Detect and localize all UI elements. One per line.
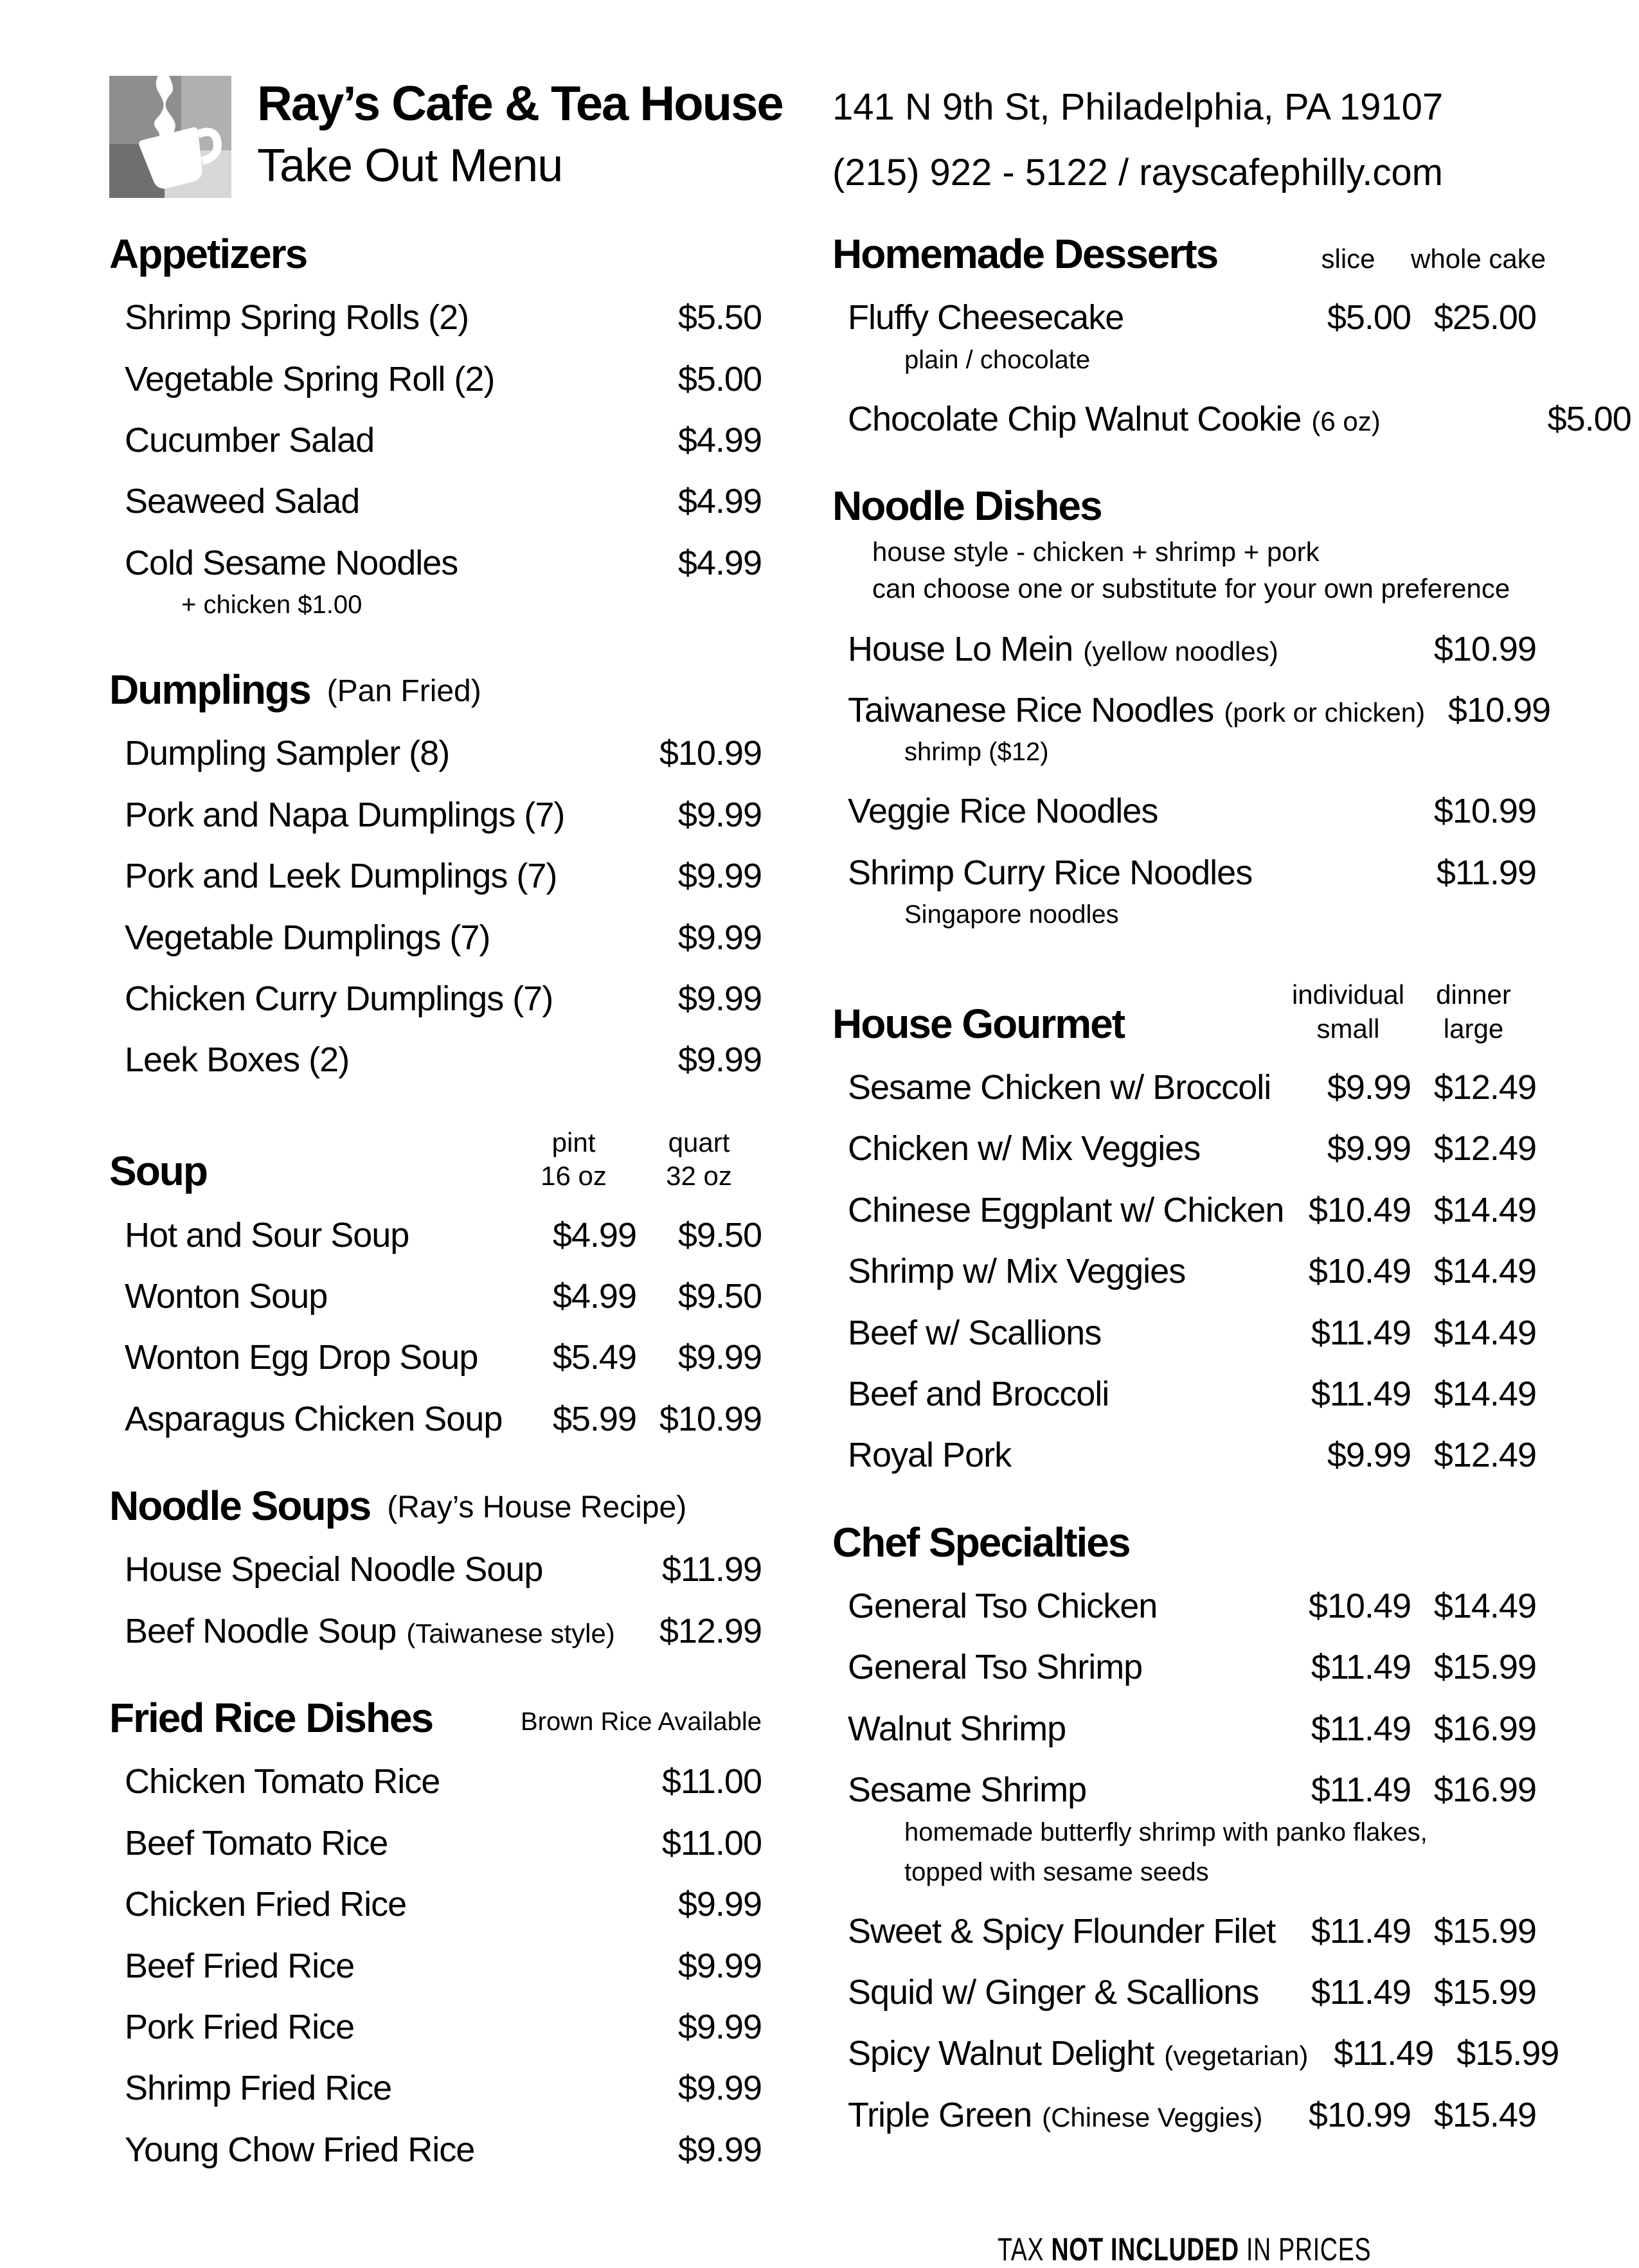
menu-item-price: $15.99 xyxy=(1433,1911,1536,1951)
menu-item-name-text: Cold Sesame Noodles xyxy=(125,543,458,582)
menu-item-name-text: House Special Noodle Soup xyxy=(125,1550,543,1589)
menu-item-price: $10.99 xyxy=(659,734,762,773)
menu-item-name-text: Beef and Broccoli xyxy=(848,1375,1109,1414)
price-column-header xyxy=(1285,242,1411,276)
menu-item-price: $11.49 xyxy=(1311,1771,1411,1810)
menu-item-inline-note: (6 oz) xyxy=(1311,406,1381,436)
menu-item-row xyxy=(109,1400,762,1438)
menu-item-name xyxy=(848,1710,1285,1748)
menu-item-row xyxy=(832,792,1536,830)
menu-item-row xyxy=(832,1913,1536,1951)
menu-item-row xyxy=(832,299,1536,337)
menu-item-name-text: Beef Tomato Rice xyxy=(125,1823,388,1862)
menu-item-name xyxy=(125,796,636,834)
menu-item-name xyxy=(848,1436,1285,1474)
menu-item-name-text: Chocolate Chip Walnut Cookie xyxy=(848,399,1302,438)
menu-item-price: $14.49 xyxy=(1433,1587,1536,1626)
menu-item-name-text: Beef Noodle Soup xyxy=(125,1611,397,1650)
menu-item-row xyxy=(109,2131,762,2169)
menu-item-price: $9.99 xyxy=(677,1040,762,1080)
menu-item-name xyxy=(848,630,1411,668)
menu-item-price: $4.99 xyxy=(677,543,762,582)
menu-item-price: $9.99 xyxy=(1327,1436,1411,1475)
menu-item-name xyxy=(848,1587,1285,1625)
phone-and-website: (215) 922 - 5122 / rayscafephilly.com xyxy=(832,152,1443,193)
tax-note-text xyxy=(998,2231,1371,2268)
menu-item-price: $11.99 xyxy=(1436,853,1536,892)
section-title: Soup xyxy=(109,1148,207,1195)
menu-item-name-text: Hot and Sour Soup xyxy=(125,1215,409,1255)
menu-item-price: $11.00 xyxy=(661,1823,762,1862)
menu-item-row xyxy=(109,796,762,834)
menu-item-inline-note: (yellow noodles) xyxy=(1083,636,1278,666)
menu-item-name-text: Shrimp w/ Mix Veggies xyxy=(848,1252,1186,1291)
menu-item-price: $9.99 xyxy=(1327,1129,1411,1168)
menu-item-name-text: Sesame Shrimp xyxy=(848,1771,1087,1810)
menu-item-price: $14.49 xyxy=(1433,1190,1536,1229)
section-title-row xyxy=(109,233,762,276)
menu-item-name-text: Squid w/ Ginger & Scallions xyxy=(848,1972,1259,2012)
menu-item-name-text: Leek Boxes (2) xyxy=(125,1040,350,1080)
menu-item-name-text: Young Chow Fried Rice xyxy=(125,2130,475,2169)
menu-item-sub-note: topped with sesame seeds xyxy=(904,1857,1209,1886)
menu-item-name-text: Shrimp Spring Rolls (2) xyxy=(125,298,469,337)
menu-item-price: $12.49 xyxy=(1433,1068,1536,1107)
menu-item-price: $4.99 xyxy=(677,420,762,460)
section-chef-specialties xyxy=(832,1519,1559,2134)
section-title-row xyxy=(109,1697,762,1740)
menu-item-name xyxy=(848,1069,1285,1107)
menu-item-row xyxy=(832,1069,1536,1107)
menu-item-name xyxy=(848,1648,1285,1686)
menu-item-row xyxy=(109,1825,762,1862)
menu-item-price: $10.99 xyxy=(1308,2095,1411,2134)
menu-item-name xyxy=(125,919,636,957)
menu-item-name xyxy=(848,1375,1285,1413)
menu-item-name-text: Walnut Shrimp xyxy=(848,1709,1066,1748)
menu-item-name-text: Taiwanese Rice Noodles xyxy=(848,690,1214,729)
menu-item-price: $11.49 xyxy=(1311,1911,1411,1951)
menu-item-row xyxy=(109,1947,762,1985)
menu-item-price: $16.99 xyxy=(1433,1771,1536,1810)
menu-item-row xyxy=(109,1886,762,1924)
price-column-header-line: 16 oz xyxy=(541,1161,607,1192)
menu-item-price: $9.99 xyxy=(677,2007,762,2046)
menu-item-price: $4.99 xyxy=(552,1277,636,1316)
menu-item-price: $11.00 xyxy=(661,1762,762,1801)
menu-item-row xyxy=(109,1217,762,1255)
menu-item-name-text: Veggie Rice Noodles xyxy=(848,792,1158,831)
menu-item-price: $11.49 xyxy=(1311,1648,1411,1687)
menu-item-name xyxy=(125,544,636,582)
section-appetizers xyxy=(109,233,762,622)
menu-item-row xyxy=(109,1041,762,1079)
menu-subtitle: Take Out Menu xyxy=(257,140,563,192)
price-column-header xyxy=(1411,978,1536,1046)
menu-item-name xyxy=(848,1130,1285,1168)
menu-item-inline-note: (Taiwanese style) xyxy=(406,1618,615,1648)
menu-item-name-text: Chicken Tomato Rice xyxy=(125,1762,440,1801)
menu-item-inline-note: (pork or chicken) xyxy=(1224,697,1426,728)
menu-item-price: $5.49 xyxy=(552,1338,636,1377)
menu-item-row xyxy=(109,1612,762,1650)
section-note-line: can choose one or substitute for your own preference xyxy=(872,573,1510,603)
menu-item-name xyxy=(848,299,1285,337)
section-title-row xyxy=(109,1485,762,1528)
menu-item-price: $16.99 xyxy=(1433,1709,1536,1748)
menu-item-name xyxy=(848,2096,1285,2134)
menu-item-name-text: Beef Fried Rice xyxy=(125,1946,355,1985)
menu-item-name-text: Chicken Fried Rice xyxy=(125,1885,407,1924)
menu-item-price: $12.49 xyxy=(1433,1436,1536,1475)
menu-item-row xyxy=(109,919,762,957)
menu-item-name xyxy=(848,1913,1285,1951)
brand-text-block xyxy=(257,76,783,192)
price-column-header-line: dinner xyxy=(1436,979,1511,1010)
menu-item-price: $9.99 xyxy=(677,1885,762,1924)
menu-item-row xyxy=(109,980,762,1018)
menu-item-name xyxy=(125,1041,636,1079)
section-title: Noodle Soups xyxy=(109,1483,371,1530)
price-column-header-line: large xyxy=(1443,1013,1504,1044)
section-house-gourmet xyxy=(832,978,1536,1475)
menu-item-sub-note: homemade butterfly shrimp with panko flakes, xyxy=(904,1817,1428,1846)
menu-item-row xyxy=(832,1253,1536,1290)
menu-item-price: $5.50 xyxy=(677,298,762,337)
menu-item-price: $15.99 xyxy=(1433,1972,1536,2012)
menu-item-name-text: House Lo Mein xyxy=(848,629,1073,668)
menu-item-name xyxy=(848,1253,1285,1290)
menu-item-name xyxy=(848,1192,1285,1229)
section-noodle-soups xyxy=(109,1485,762,1650)
menu-item-name-text: Cucumber Salad xyxy=(125,420,375,460)
menu-item-price: $11.49 xyxy=(1311,1972,1411,2012)
menu-item-row xyxy=(832,630,1536,668)
menu-item-price: $11.99 xyxy=(661,1550,762,1589)
menu-item-sub-note: Singapore noodles xyxy=(904,900,1119,929)
menu-item-price: $10.99 xyxy=(1433,792,1536,831)
menu-item-row xyxy=(832,1130,1536,1168)
price-column-header-line: quart xyxy=(668,1127,730,1157)
menu-item-row xyxy=(832,1314,1536,1352)
menu-item-name-text: Chinese Eggplant w/ Chicken xyxy=(848,1190,1284,1229)
menu-item-row xyxy=(832,1771,1536,1809)
menu-item-name-text: Sesame Chicken w/ Broccoli xyxy=(848,1068,1271,1107)
menu-item-row xyxy=(109,483,762,521)
menu-item-row xyxy=(832,854,1536,892)
section-title: Chef Specialties xyxy=(832,1519,1130,1566)
menu-item-row xyxy=(109,1339,762,1377)
menu-item-row xyxy=(109,361,762,398)
section-noodle-dishes xyxy=(832,482,1551,932)
menu-item-name-text: Chicken w/ Mix Veggies xyxy=(848,1129,1201,1168)
menu-item-name xyxy=(125,2069,636,2107)
price-column-header xyxy=(1411,242,1546,276)
section-fried-rice-dishes xyxy=(109,1697,762,2169)
menu-item-name xyxy=(125,1947,636,1985)
menu-item-name xyxy=(125,1886,636,1924)
menu-item-name-text: Royal Pork xyxy=(848,1436,1012,1475)
header xyxy=(109,76,1536,198)
menu-item-row xyxy=(109,2069,762,2107)
menu-item-name-text: Beef w/ Scallions xyxy=(848,1313,1102,1352)
menu-item-price: $10.49 xyxy=(1308,1252,1411,1291)
section-title-note: (Pan Fried) xyxy=(327,674,481,708)
menu-item-price: $12.49 xyxy=(1433,1129,1536,1168)
section-title: Appetizers xyxy=(109,231,307,277)
section-dumplings xyxy=(109,668,762,1080)
menu-item-row xyxy=(109,422,762,460)
menu-item-inline-note: (Chinese Veggies) xyxy=(1042,2102,1263,2132)
menu-item-name xyxy=(848,1771,1285,1809)
menu-item-row xyxy=(832,690,1551,729)
menu-item-row xyxy=(109,1278,762,1316)
menu-item-name xyxy=(848,1314,1285,1352)
menu-item-price: $14.49 xyxy=(1433,1252,1536,1291)
menu-item-name-text: General Tso Shrimp xyxy=(848,1648,1143,1687)
section-notes xyxy=(832,534,1536,607)
menu-item-name-text: Shrimp Fried Rice xyxy=(125,2069,392,2108)
menu-item-price: $9.99 xyxy=(677,1946,762,1985)
menu-item-price: $11.49 xyxy=(1334,2034,1434,2073)
menu-item-row xyxy=(109,1551,762,1589)
menu-item-name-text: Fluffy Cheesecake xyxy=(848,298,1124,337)
menu-item-name xyxy=(125,2008,636,2046)
menu-item-name xyxy=(848,1974,1285,2012)
tax-note-suffix: IN PRICES xyxy=(1239,2231,1372,2268)
menu-item-row xyxy=(109,857,762,895)
menu-item-price: $15.99 xyxy=(1433,1648,1536,1687)
section-title: House Gourmet xyxy=(832,1000,1125,1047)
menu-item-name xyxy=(125,1278,511,1316)
menu-item-name xyxy=(125,299,636,337)
section-soup xyxy=(109,1126,762,1439)
menu-item-price: $4.99 xyxy=(677,482,762,521)
menu-item-name xyxy=(125,422,636,460)
menu-item-row xyxy=(832,399,1631,438)
coffee-cup-logo-icon xyxy=(109,76,231,198)
menu-item-price: $5.00 xyxy=(1547,399,1631,438)
menu-item-price: $9.99 xyxy=(677,918,762,957)
price-column-header xyxy=(636,1126,762,1193)
menu-item-name xyxy=(848,2035,1308,2073)
menu-item-price: $10.49 xyxy=(1308,1587,1411,1626)
menu-item-price: $9.99 xyxy=(677,2130,762,2169)
menu-item-price: $15.99 xyxy=(1456,2034,1559,2073)
menu-item-row xyxy=(832,2096,1536,2134)
header-contact-block xyxy=(832,76,1536,198)
menu-item-row xyxy=(109,735,762,772)
menu-item-price: $15.49 xyxy=(1433,2095,1536,2134)
menu-columns xyxy=(109,231,1631,2268)
menu-item-name xyxy=(848,854,1411,892)
section-title-note: (Ray’s House Recipe) xyxy=(387,1490,687,1525)
menu-item-name-text: Shrimp Curry Rice Noodles xyxy=(848,853,1253,892)
section-title-row xyxy=(109,668,762,711)
menu-item-price: $5.00 xyxy=(1327,298,1411,337)
menu-item-name-text: Seaweed Salad xyxy=(125,482,360,521)
section-title-row xyxy=(832,231,1546,277)
menu-item-price: $14.49 xyxy=(1433,1313,1536,1352)
menu-item-name xyxy=(125,1551,636,1589)
menu-item-name xyxy=(848,400,1381,438)
menu-item-price: $9.99 xyxy=(677,857,762,896)
menu-item-name xyxy=(125,2131,636,2169)
menu-item-name xyxy=(848,792,1411,830)
menu-item-sub-note: shrimp ($12) xyxy=(904,738,1049,767)
menu-item-row xyxy=(109,544,762,582)
section-title-row xyxy=(832,978,1536,1046)
menu-item-name xyxy=(848,692,1425,729)
section-homemade-desserts xyxy=(832,231,1631,438)
menu-item-price: $11.49 xyxy=(1311,1709,1411,1748)
menu-item-price: $10.99 xyxy=(659,1399,762,1438)
section-title-row xyxy=(832,482,1536,529)
menu-item-name-text: Vegetable Dumplings (7) xyxy=(125,918,490,957)
menu-item-name xyxy=(125,483,636,521)
menu-item-row xyxy=(109,2008,762,2046)
header-brand-block xyxy=(109,76,783,198)
menu-item-price: $4.99 xyxy=(552,1215,636,1255)
tax-note-emphasis: NOT INCLUDED xyxy=(1051,2231,1239,2268)
section-title-row xyxy=(109,1126,762,1193)
menu-item-price: $10.99 xyxy=(1447,690,1551,729)
menu-item-price: $9.50 xyxy=(677,1215,762,1255)
menu-item-name-text: Wonton Soup xyxy=(125,1277,328,1316)
menu-item-row xyxy=(832,1710,1536,1748)
price-column-header xyxy=(1285,978,1411,1046)
section-title: Noodle Dishes xyxy=(832,482,1102,529)
menu-item-price: $12.99 xyxy=(659,1611,762,1650)
menu-item-row xyxy=(109,299,762,337)
section-title-row xyxy=(832,1521,1536,1564)
menu-item-name-text: Triple Green xyxy=(848,2095,1032,2134)
menu-item-name-text: Dumpling Sampler (8) xyxy=(125,734,450,773)
menu-item-price: $14.49 xyxy=(1433,1375,1536,1414)
menu-item-sub-note: plain / chocolate xyxy=(904,345,1091,374)
price-column-header-line: individual xyxy=(1291,979,1405,1010)
menu-item-name-text: Sweet & Spicy Flounder Filet xyxy=(848,1911,1276,1951)
menu-item-name-text: General Tso Chicken xyxy=(848,1587,1158,1626)
price-column-header-line: slice xyxy=(1321,243,1375,274)
menu-item-row xyxy=(832,1974,1536,2012)
menu-item-row xyxy=(832,1436,1536,1474)
section-title: Fried Rice Dishes xyxy=(109,1695,433,1742)
price-column-header-line: small xyxy=(1316,1013,1380,1044)
menu-column-left xyxy=(109,233,762,2268)
menu-item-price: $11.49 xyxy=(1311,1375,1411,1414)
menu-item-name-text: Pork Fried Rice xyxy=(125,2007,355,2046)
menu-item-row xyxy=(832,1587,1536,1625)
section-title: Homemade Desserts xyxy=(832,231,1218,277)
menu-item-name xyxy=(125,980,636,1018)
menu-item-name-text: Asparagus Chicken Soup xyxy=(125,1399,503,1438)
menu-item-name xyxy=(125,1612,636,1650)
menu-item-row xyxy=(832,1375,1536,1413)
price-column-header-line: whole cake xyxy=(1411,243,1546,274)
menu-item-price: $5.00 xyxy=(677,359,762,398)
menu-item-name-text: Wonton Egg Drop Soup xyxy=(125,1338,478,1377)
menu-item-sub-note: + chicken $1.00 xyxy=(181,591,363,620)
tax-note-prefix: TAX xyxy=(997,2231,1052,2268)
menu-item-price: $9.99 xyxy=(677,979,762,1018)
price-column-header-line: 32 oz xyxy=(666,1161,732,1192)
menu-item-name xyxy=(125,1825,636,1862)
menu-item-row xyxy=(832,1648,1536,1686)
menu-item-price: $25.00 xyxy=(1433,298,1536,337)
menu-item-price: $11.49 xyxy=(1311,1313,1411,1352)
menu-item-price: $5.99 xyxy=(552,1399,636,1438)
menu-item-price: $9.99 xyxy=(1327,1068,1411,1107)
tax-note xyxy=(832,2231,1536,2268)
menu-item-row xyxy=(832,2034,1559,2073)
menu-item-price: $9.99 xyxy=(677,1338,762,1377)
street-address: 141 N 9th St, Philadelphia, PA 19107 xyxy=(832,86,1444,128)
menu-column-right xyxy=(832,231,1631,2268)
menu-item-name xyxy=(125,735,636,772)
section-note-line: house style - chicken + shrimp + pork xyxy=(872,537,1320,567)
menu-item-name-text: Pork and Napa Dumplings (7) xyxy=(125,795,565,834)
menu-item-name-text: Pork and Leek Dumplings (7) xyxy=(125,857,557,896)
menu-item-name xyxy=(125,1763,636,1801)
menu-item-price: $9.99 xyxy=(677,2069,762,2108)
menu-item-name xyxy=(125,361,636,398)
menu-item-name xyxy=(125,1217,511,1255)
menu-item-name-text: Spicy Walnut Delight xyxy=(848,2034,1154,2073)
section-title: Dumplings xyxy=(109,666,310,713)
price-column-header xyxy=(511,1126,636,1193)
brand-name: Ray’s Cafe & Tea House xyxy=(257,76,783,131)
menu-item-name-text: Vegetable Spring Roll (2) xyxy=(125,359,495,398)
section-side-note: Brown Rice Available xyxy=(520,1708,762,1737)
menu-item-row xyxy=(109,1763,762,1801)
menu-item-price: $10.99 xyxy=(1433,629,1536,668)
menu-item-name xyxy=(125,857,636,895)
menu-item-price: $9.99 xyxy=(677,795,762,834)
menu-item-inline-note: (vegetarian) xyxy=(1164,2040,1309,2071)
menu-item-row xyxy=(832,1192,1536,1229)
menu-item-name xyxy=(125,1400,511,1438)
menu-item-name-text: Chicken Curry Dumplings (7) xyxy=(125,979,553,1018)
menu-item-price: $10.49 xyxy=(1308,1190,1411,1229)
menu-item-name xyxy=(125,1339,511,1377)
menu-item-price: $9.50 xyxy=(677,1277,762,1316)
price-column-header-line: pint xyxy=(551,1127,596,1157)
